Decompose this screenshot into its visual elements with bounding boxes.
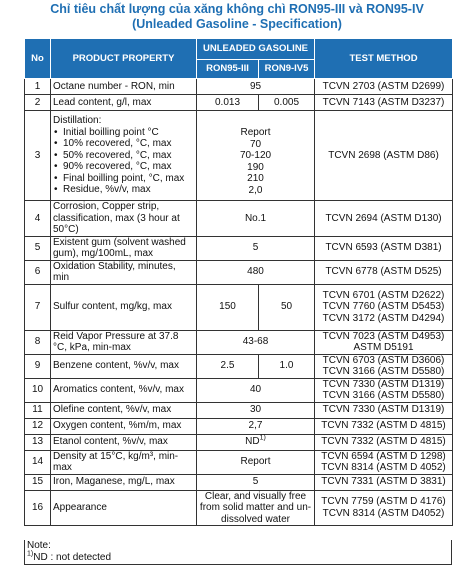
row-number: 2 xyxy=(25,95,51,111)
row-test-method: TCVN 7332 (ASTM D 4815) xyxy=(315,434,453,450)
row-number: 14 xyxy=(25,450,51,474)
table-row xyxy=(25,378,453,402)
table-row xyxy=(25,260,453,284)
row-test-method: TCVN 6778 (ASTM D525) xyxy=(315,260,453,284)
row-property: Sulfur content, mg/kg, max xyxy=(51,284,197,330)
header-unleaded-gasoline: UNLEADED GASOLINE xyxy=(197,39,315,60)
distillation-item: • 10% recovered, °C, max xyxy=(53,138,194,150)
table-row xyxy=(25,402,453,418)
value-both: 40 xyxy=(197,378,315,402)
value-ron95-iii: 150 xyxy=(197,284,259,330)
row-test-method: TCVN 6703 (ASTM D3606) TCVN 3166 (ASTM D5580) xyxy=(315,354,453,378)
value-both: Report 70 70-120 190 210 2,0 xyxy=(197,111,315,201)
table-row xyxy=(25,79,453,95)
value-both: ND$^{1)}$ xyxy=(197,434,315,450)
row-test-method: TCVN 7143 (ASTM D3237) xyxy=(315,95,453,111)
row-property: Corrosion, Copper strip, classification, max (3 hour at 50°C) xyxy=(51,201,197,237)
row-number: 3 xyxy=(25,111,51,201)
row-test-method: TCVN 6594 (ASTM D 1298) TCVN 8314 (ASTM D 4052) xyxy=(315,450,453,474)
row-property: Olefine content, %v/v, max xyxy=(51,402,197,418)
row-property: Oxidation Stability, minutes, min xyxy=(51,260,197,284)
table-row xyxy=(25,236,453,260)
row-number: 5 xyxy=(25,236,51,260)
table-row xyxy=(25,418,453,434)
value-ron95-iii: 0.013 xyxy=(197,95,259,111)
row-test-method: TCVN 7332 (ASTM D 4815) xyxy=(315,418,453,434)
table-row xyxy=(25,95,453,111)
distillation-item: • 50% recovered, °C, max xyxy=(53,150,194,162)
row-property: Appearance xyxy=(51,490,197,526)
table-row xyxy=(25,434,453,450)
row-test-method: TCVN 2694 (ASTM D130) xyxy=(315,201,453,237)
table-row xyxy=(25,354,453,378)
note-label: Note: xyxy=(27,540,51,551)
value-ron95-iii: 2.5 xyxy=(197,354,259,378)
value-both: 5 xyxy=(197,236,315,260)
table-row xyxy=(25,330,453,354)
row-property: Benzene content, %v/v, max xyxy=(51,354,197,378)
note-text: $^{1)}$ND : not detected xyxy=(27,550,112,563)
table-note xyxy=(24,540,452,565)
distillation-item: • 90% recovered, °C, max xyxy=(53,161,194,173)
row-property: Oxygen content, %m/m, max xyxy=(51,418,197,434)
distillation-item: • Residue, %v/v, max xyxy=(53,184,194,196)
table-row xyxy=(25,474,453,490)
row-test-method: TCVN 7023 (ASTM D4953) ASTM D5191 xyxy=(315,330,453,354)
row-number: 7 xyxy=(25,284,51,330)
value-both: 30 xyxy=(197,402,315,418)
value-both: 5 xyxy=(197,474,315,490)
row-test-method: TCVN 2698 (ASTM D86) xyxy=(315,111,453,201)
row-number: 11 xyxy=(25,402,51,418)
row-number: 10 xyxy=(25,378,51,402)
table-row xyxy=(25,490,453,526)
table-row xyxy=(25,201,453,237)
row-property: Reid Vapor Pressure at 37.8 °C, kPa, min-max xyxy=(51,330,197,354)
value-ron95-iv: 1.0 xyxy=(259,354,315,378)
distillation-item: • Final boilling point, °C, max xyxy=(53,173,194,185)
value-both: Clear, and visually free from solid matter and un-dissolved water xyxy=(197,490,315,526)
table-row xyxy=(25,111,453,201)
row-number: 8 xyxy=(25,330,51,354)
header-test-method: TEST METHOD xyxy=(315,39,453,79)
row-property: Distillation: • Initial boilling point °C • 10% recovered, °C, max • 50% recovered, °C, max • 90% recovered, °C, max • Final boilling point, °C, max • Residue, %v/v, max xyxy=(51,111,197,201)
table-row xyxy=(25,284,453,330)
row-property: Existent gum (solvent washed gum), mg/100mL, max xyxy=(51,236,197,260)
row-property: Density at 15°C, kg/m³, min-max xyxy=(51,450,197,474)
row-property: Iron, Maganese, mg/L, max xyxy=(51,474,197,490)
row-property: Aromatics content, %v/v, max xyxy=(51,378,197,402)
row-test-method: TCVN 7331 (ASTM D 3831) xyxy=(315,474,453,490)
row-property: Octane number - RON, min xyxy=(51,79,197,95)
value-both: Report xyxy=(197,450,315,474)
header-no: No xyxy=(25,39,51,79)
distillation-item: • Initial boilling point °C xyxy=(53,127,194,139)
row-number: 6 xyxy=(25,260,51,284)
row-test-method: TCVN 2703 (ASTM D2699) xyxy=(315,79,453,95)
row-test-method: TCVN 7330 (ASTM D1319) xyxy=(315,402,453,418)
value-ron95-iv: 50 xyxy=(259,284,315,330)
table-row xyxy=(25,450,453,474)
page-title: Chỉ tiêu chất lượng của xăng không chì RON95-III và RON95-IV xyxy=(50,2,424,16)
row-number: 15 xyxy=(25,474,51,490)
row-number: 1 xyxy=(25,79,51,95)
value-ron95-iv: 0.005 xyxy=(259,95,315,111)
row-test-method: TCVN 7330 (ASTM D1319) TCVN 3166 (ASTM D5580) xyxy=(315,378,453,402)
spec-table xyxy=(24,38,453,526)
row-number: 9 xyxy=(25,354,51,378)
row-test-method: TCVN 6701 (ASTM D2622) TCVN 7760 (ASTM D5453) TCVN 3172 (ASTM D4294) xyxy=(315,284,453,330)
row-test-method: TCVN 7759 (ASTM D 4176) TCVN 8314 (ASTM D4052) xyxy=(315,490,453,526)
row-test-method: TCVN 6593 (ASTM D381) xyxy=(315,236,453,260)
row-property: Lead content, g/l, max xyxy=(51,95,197,111)
value-both: 480 xyxy=(197,260,315,284)
page-subtitle: (Unleaded Gasoline - Specification) xyxy=(132,17,342,31)
value-both: 2,7 xyxy=(197,418,315,434)
row-number: 13 xyxy=(25,434,51,450)
row-property: Etanol content, %v/v, max xyxy=(51,434,197,450)
row-number: 12 xyxy=(25,418,51,434)
value-both: 95 xyxy=(197,79,315,95)
header-ron95-iv: RON9-IV5 xyxy=(259,60,315,79)
value-both: No.1 xyxy=(197,201,315,237)
row-number: 4 xyxy=(25,201,51,237)
row-number: 16 xyxy=(25,490,51,526)
header-ron95-iii: RON95-III xyxy=(197,60,259,79)
value-both: 43-68 xyxy=(197,330,315,354)
header-property: PRODUCT PROPERTY xyxy=(51,39,197,79)
